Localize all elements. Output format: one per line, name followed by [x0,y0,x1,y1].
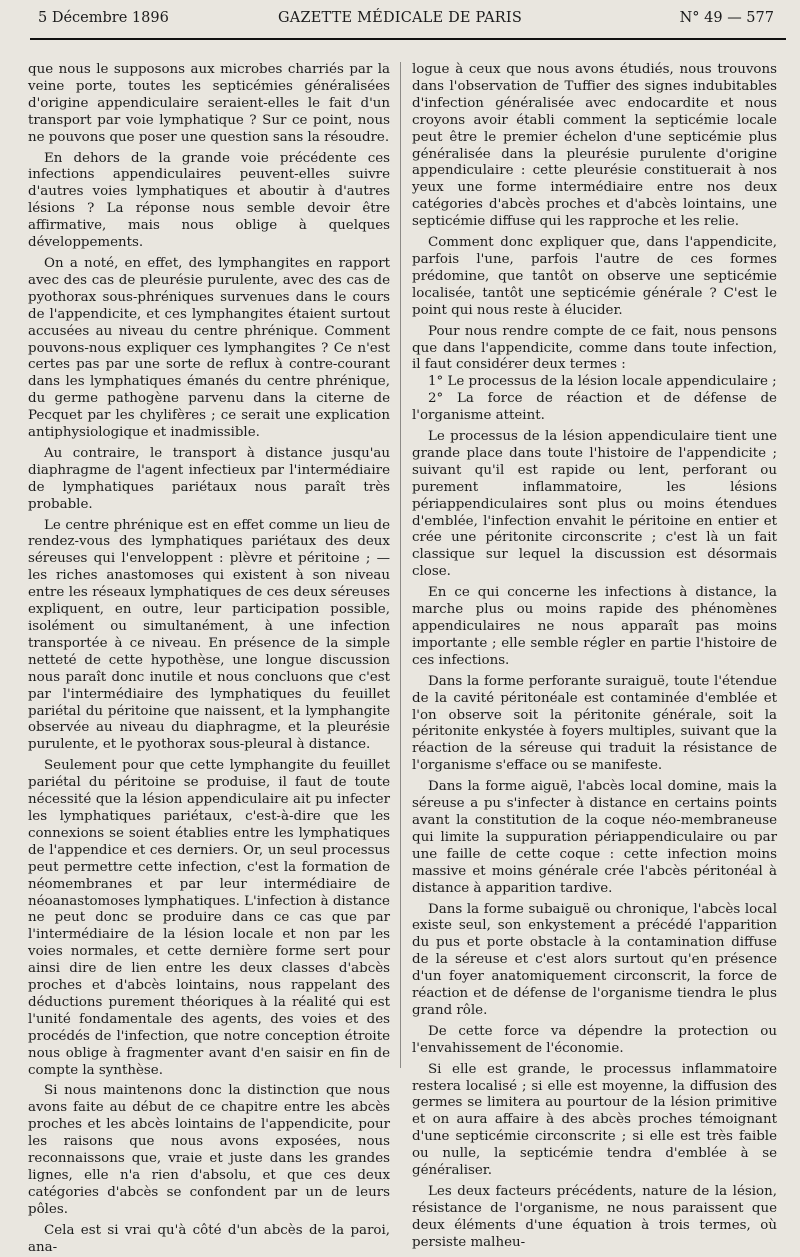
header-date: 5 Décembre 1896 [38,10,169,26]
paragraph: Le processus de la lésion appendiculaire tient une grande place dans toute l'histoire de l'appendicite ; suivant qu'il est rapide ou lent, perforant ou purement inflammatoire, les lésions périappendiculaires sont plus ou moins étendues d'emblée, l'infection envahit le péritoine en entier et crée une péritonite circonscrite ; c'est là un fait classique sur lequel la discussion est désormais close. [412,429,777,580]
paragraph: Dans la forme aiguë, l'abcès local domine, mais la séreuse a pu s'infecter à distance en certains points avant la constitution de la coque néo-membraneuse qui limite la suppuration périappendiculaire ou par une faille de cette coque : cette infection moins massive et moins générale crée l'abcès péritonéal à distance à apparition tardive. [412,779,777,896]
right-column [412,62,777,1250]
paragraph: Pour nous rendre compte de ce fait, nous pensons que dans l'appendicite, comme dans toute infection, il faut considérer deux termes : [412,323,777,373]
left-column [28,62,390,1255]
paragraph: Les deux facteurs précédents, nature de la lésion, résistance de l'organisme, ne nous paraissent que deux éléments d'une équation à trois termes, où persiste malheu- [412,1184,777,1250]
paragraph: Le centre phrénique est en effet comme un lieu de rendez-vous des lymphatiques pariétaux des deux séreuses qui l'enveloppent : plèvre et péritoine ; — les riches anastomoses qui existent à son niveau entre les réseaux lymphatiques de ces deux séreuses expliquent, en outre, leur participation possible, isolément ou simultanément, à une infection transportée à ce niveau. En présence de la simple netteté de cette hypothèse, une longue discussion nous paraît donc inutile et nous concluons que c'est par l'intermédiaire des lymphatiques du feuillet pariétal du péritoine que naissent, et la lymphangite observée au niveau du diaphragme, et la pleurésie purulente, et le pyothorax sous-pleural à distance. [28,517,390,753]
paragraph: En dehors de la grande voie précédente ces infections appendiculaires peuvent-elles suivre d'autres voies lymphatiques et aboutir à d'autres lésions ? La réponse nous semble devoir être affirmative, mais nous oblige à quelques développements. [28,150,390,251]
paragraph: De cette force va dépendre la protection ou l'envahissement de l'économie. [412,1023,777,1056]
page-header [0,0,800,44]
paragraph: logue à ceux que nous avons étudiés, nous trouvons dans l'observation de Tuffier des signes indubitables d'infection généralisée avec endocardite et nous croyons avoir établi comment la septicémie locale peut être le premier échelon d'une septicémie plus généralisée dans la pleurésie purulente d'origine appendiculaire : cette pleurésie constituerait à nos yeux une forme intermédiaire entre nos deux catégories d'abcès proches et d'abcès lointains, une septicémie diffuse qui les rapproche et les relie. [412,62,777,230]
issue-page-number: N° 49 — 577 [679,10,774,26]
list-item: 2° La force de réaction et de défense de l'organisme atteint. [412,391,777,424]
paragraph: En ce qui concerne les infections à distance, la marche plus ou moins rapide des phénomènes appendiculaires ne nous apparaît pas moins importante ; elle semble régler en partie l'histoire de ces infections. [412,585,777,668]
paragraph: Dans la forme subaiguë ou chronique, l'abcès local existe seul, son enkystement a précédé l'apparition du pus et porte obstacle à la contamination diffuse de la séreuse et c'est alors surtout qu'en présence d'un foyer anatomiquement circonscrit, la force de réaction et de défense de l'organisme tiendra le plus grand rôle. [412,901,777,1018]
paragraph: Cela est si vrai qu'à côté d'un abcès de la paroi, ana- [28,1222,390,1255]
paragraph: On a noté, en effet, des lymphangites en rapport avec des cas de pleurésie purulente, avec des cas de pyothorax sous-phréniques survenues dans le cours de l'appendicite, et ces lymphangites étaient surtout accusées au niveau du centre phrénique. Comment pouvons-nous expliquer ces lymphangites ? Ce n'est certes pas par une sorte de reflux à contre-courant dans les lymphatiques émanés du centre phrénique, du germe pathogène parvenu dans la citerne de Pecquet par les chylifères ; ce serait une explication antiphysiologique et inadmissible. [28,255,390,441]
paragraph: Si nous maintenons donc la distinction que nous avons faite au début de ce chapitre entre les abcès proches et les abcès lointains de l'appendicite, pour les raisons que nous avons exposées, nous reconnaissons que, vraie et juste dans les grandes lignes, elle n'a rien d'absolu, et que ces deux catégories d'abcès se confondent par un de leurs pôles. [28,1083,390,1217]
paragraph: Dans la forme perforante suraiguë, toute l'étendue de la cavité péritonéale est contaminée d'emblée et l'on observe soit la péritonite générale, soit la péritonite enkystée à foyers multiples, suivant que la réaction de la séreuse qui traduit la résistance de l'organisme s'efface ou se manifeste. [412,673,777,774]
column-divider [400,62,401,1068]
journal-title: GAZETTE MÉDICALE DE PARIS [278,10,522,26]
paragraph: Si elle est grande, le processus inflammatoire restera localisé ; si elle est moyenne, la diffusion des germes se limitera au pourtour de la lésion primitive et on aura affaire à des abcès proches témoignant d'une septicémie circonscrite ; si elle est très faible ou nulle, la septicémie tendra d'emblée à se généraliser. [412,1061,777,1179]
paragraph: Comment donc expliquer que, dans l'appendicite, parfois l'une, parfois l'autre de ces formes prédomine, que tantôt on observe une septicémie localisée, tantôt une septicémie générale ? C'est le point qui nous reste à élucider. [412,235,777,318]
paragraph: Au contraire, le transport à distance jusqu'au diaphragme de l'agent infectieux par l'intermédiaire de lymphatiques pariétaux nous paraît très probable. [28,445,390,512]
header-rule [30,38,786,40]
paragraph: que nous le supposons aux microbes charriés par la veine porte, toutes les septicémies généralisées d'origine appendiculaire seraient-elles le fait d'un transport par voie lymphatique ? Sur ce point, nous ne pouvons que poser une question sans la résoudre. [28,62,390,145]
paragraph: Seulement pour que cette lymphangite du feuillet pariétal du péritoine se produise, il faut de toute nécessité que la lésion appendiculaire ait pu infecter les lymphatiques pariétaux, c'est-à-dire que les connexions se soient établies entre les lymphatiques de l'appendice et ces derniers. Or, un seul processus peut permettre cette infection, c'est la formation de néomembranes et par leur intermédiaire de néoanastomoses lymphatiques. L'infection à distance ne peut donc se produire dans ce cas que par l'intermédiaire de la lésion locale et non par les voies normales, et cette dernière forme sert pour ainsi dire de lien entre les deux classes d'abcès proches et d'abcès lointains, nous rappelant des déductions purement théoriques à la réalité qui est l'unité fondamentale des agents, des voies et des procédés de l'infection, que notre conception étroite nous oblige à fragmenter avant d'en saisir en fin de compte la synthèse. [28,758,390,1078]
list-item: 1° Le processus de la lésion locale appendiculaire ; [428,374,777,390]
